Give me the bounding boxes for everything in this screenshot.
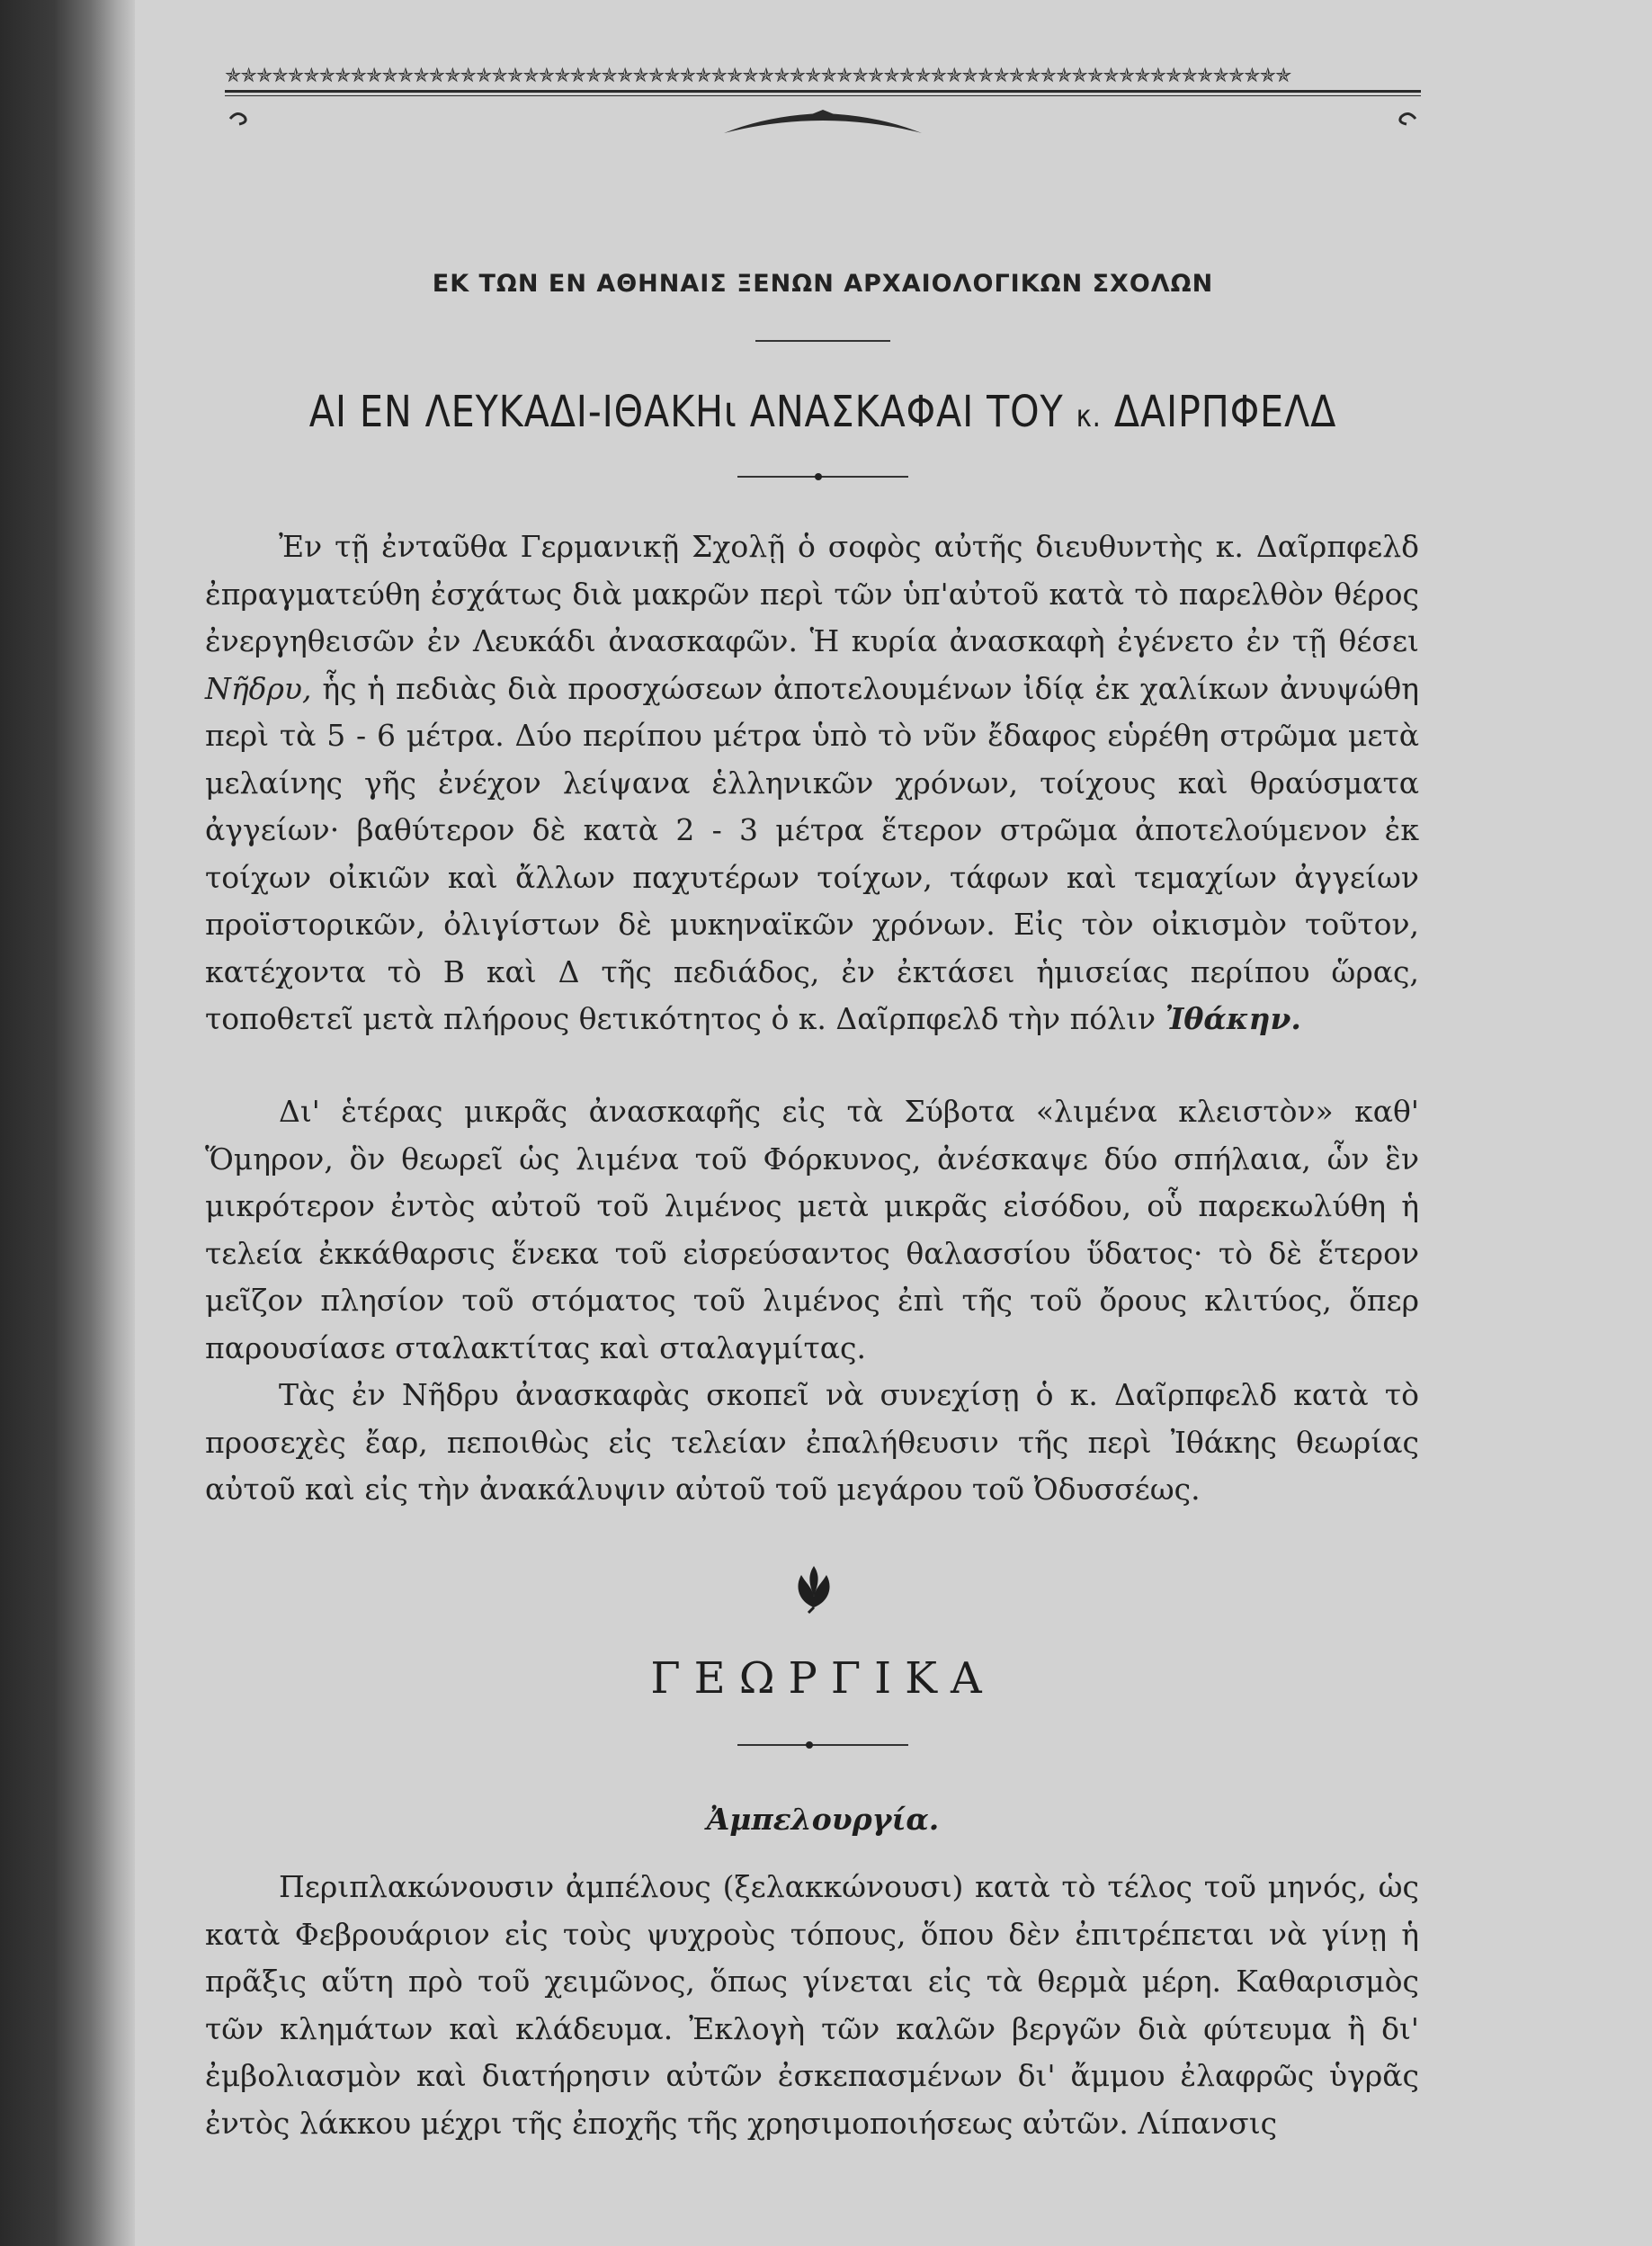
article-paragraph-3: Τὰς ἐν Νῆδρυ ἀνασκαφὰς σκοπεῖ νὰ συνεχίσῃ ὁ κ. Δαῖρπφελδ κατὰ τὸ προσεχὲς ἔαρ, πεποιθὼς εἰς τελείαν ἐπαλήθευσιν τῆς περὶ Ἰθάκης θεωρίας αὐτοῦ καὶ εἰς τὴν ἀνακάλυψιν αὐτοῦ τοῦ μεγάρου τοῦ Ὀδυσσέως.: [205, 1377, 1419, 1507]
article-title-kappa: κ.: [1076, 398, 1102, 434]
leaf-fleuron-icon: [787, 1561, 841, 1615]
section-title: ΓΕΩΡΓΙΚΑ: [650, 1653, 996, 1704]
top-ornament: [225, 63, 1421, 144]
heading-divider: [755, 340, 890, 342]
star-border: ✯✯✯✯✯✯✯✯✯✯✯✯✯✯✯✯✯✯✯✯✯✯✯✯✯✯✯✯✯✯✯✯✯✯✯✯✯✯✯✯✯✯✯✯✯✯✯✯✯✯✯✯✯✯✯✯✯✯✯✯✯✯✯✯✯✯✯✯: [225, 65, 1291, 87]
section-divider-dot: [737, 1739, 908, 1751]
article-title-part2: ΔΑΙΡΠΦΕΛΔ: [1101, 387, 1337, 437]
p1-place-ithaki: Ἰθάκην.: [1165, 1001, 1301, 1036]
section-subtitle: Ἀμπελουργία.: [706, 1802, 940, 1837]
school-heading: ΕΚ ΤΩΝ ΕΝ ΑΘΗΝΑΙΣ ΞΕΝΩΝ ΑΡΧΑΙΟΛΟΓΙΚΩΝ ΣΧΟΛΩΝ: [432, 270, 1214, 298]
title-divider-dot: [737, 470, 908, 483]
p1-place-nidri: Νῆδρυ,: [205, 670, 312, 706]
article-paragraph-2: Δι' ἑτέρας μικρᾶς ἀνασκαφῆς εἰς τὰ Σύβοτα «λιμένα κλειστὸν» καθ' Ὅμηρον, ὃν θεωρεῖ ὡς λιμένα τοῦ Φόρκυνος, ἀνέσκαψε δύο σπήλαια, ὧν ἓν μικρότερον ἐντὸς αὐτοῦ τοῦ λιμένος μετὰ μικρᾶς εἰσόδου, οὗ παρεκωλύθη ἡ τελεία ἐκκάθαρσις ἕνεκα τοῦ εἰσρεύσαντος θαλασσίου ὕδατος· τὸ δὲ ἕτερον μεῖζον πλησίον τοῦ στόματος τοῦ λιμένος ἐπὶ τῆς τοῦ ὄρους κλιτύος, ὅπερ παρουσίασε σταλακτίτας καὶ σταλαγμίτας.: [205, 1094, 1419, 1365]
article-paragraph-1: [205, 523, 1419, 1043]
ornament-rule-thin: [225, 95, 1421, 96]
article-title-part1: ΑΙ ΕΝ ΛΕΥΚΑΔΙ-ΙΘΑΚΗι ΑΝΑΣΚΑΦΑΙ ΤΟΥ: [308, 387, 1076, 437]
section-paragraph-1: Περιπλακώνουσιν ἀμπέλους (ξελακκώνουσι) κατὰ τὸ τέλος τοῦ μηνός, ὡς κατὰ Φεβρουάριον εἰς τοὺς ψυχροὺς τόπους, ὅπου δὲν ἐπιτρέπεται νὰ γίνῃ ἡ πρᾶξις αὕτη πρὸ τοῦ χειμῶνος, ὅπως γίνεται εἰς τὰ θερμὰ μέρη. Καθαρισμὸς τῶν κλημάτων καὶ κλάδευμα. Ἐκλογὴ τῶν καλῶν βεργῶν διὰ φύτευμα ἢ δι' ἐμβολιασμὸν καὶ διατήρησιν αὐτῶν ἐσκεπασμένων δι' ἄμμου ἐλαφρῶς ὑγρᾶς ἐντὸς λάκκου μέχρι τῆς ἐποχῆς τῆς χρησιμοποιήσεως αὐτῶν. Λίπανσις: [205, 1869, 1419, 2141]
article-title: [293, 387, 1353, 437]
ornament-flourish-icon: [225, 99, 1421, 144]
page-gutter-shadow: [0, 0, 135, 2246]
p1-text-b: ἧς ἡ πεδιὰς διὰ προσχώσεων ἀποτελουμένων ἰδίᾳ ἐκ χαλίκων ἀνυψώθη περὶ τὰ 5 - 6 μέτρα. Δύο περίπου μέτρα ὑπὸ τὸ νῦν ἔδαφος εὑρέθη στρῶμα μετὰ μελαίνης γῆς ἐνέχον λείψανα ἑλληνικῶν χρόνων, τοίχους καὶ θραύσματα ἀγγείων· βαθύτερον δὲ κατὰ 2 - 3 μέτρα ἕτερον στρῶμα ἀποτελούμενον ἐκ τοίχων οἰκιῶν καὶ ἄλλων παχυτέρων τοίχων, τάφων καὶ τεμαχίων ἀγγείων προϊστορικῶν, ὀλιγίστων δὲ μυκηναϊκῶν χρόνων. Εἰς τὸν οἰκισμὸν τοῦτον, κατέχοντα τὸ Β καὶ Δ τῆς πεδιάδος, ἐν ἐκτάσει ἡμισείας περίπου ὥρας, τοποθετεῖ μετὰ πλήρους θετικότητος ὁ κ. Δαῖρπφελδ τὴν πόλιν: [205, 670, 1419, 1036]
ornament-rule-top: [225, 90, 1421, 93]
p1-text-a: Ἐν τῇ ἐνταῦθα Γερμανικῇ Σχολῇ ὁ σοφὸς αὐτῆς διευθυντὴς κ. Δαῖρπφελδ ἐπραγματεύθη ἐσχάτως διὰ μακρῶν περὶ τῶν ὑπ'αὐτοῦ κατὰ τὸ παρελθὸν θέρος ἐνεργηθεισῶν ἐν Λευκάδι ἀνασκαφῶν. Ἡ κυρία ἀνασκαφὴ ἐγένετο ἐν τῇ θέσει: [205, 529, 1419, 658]
